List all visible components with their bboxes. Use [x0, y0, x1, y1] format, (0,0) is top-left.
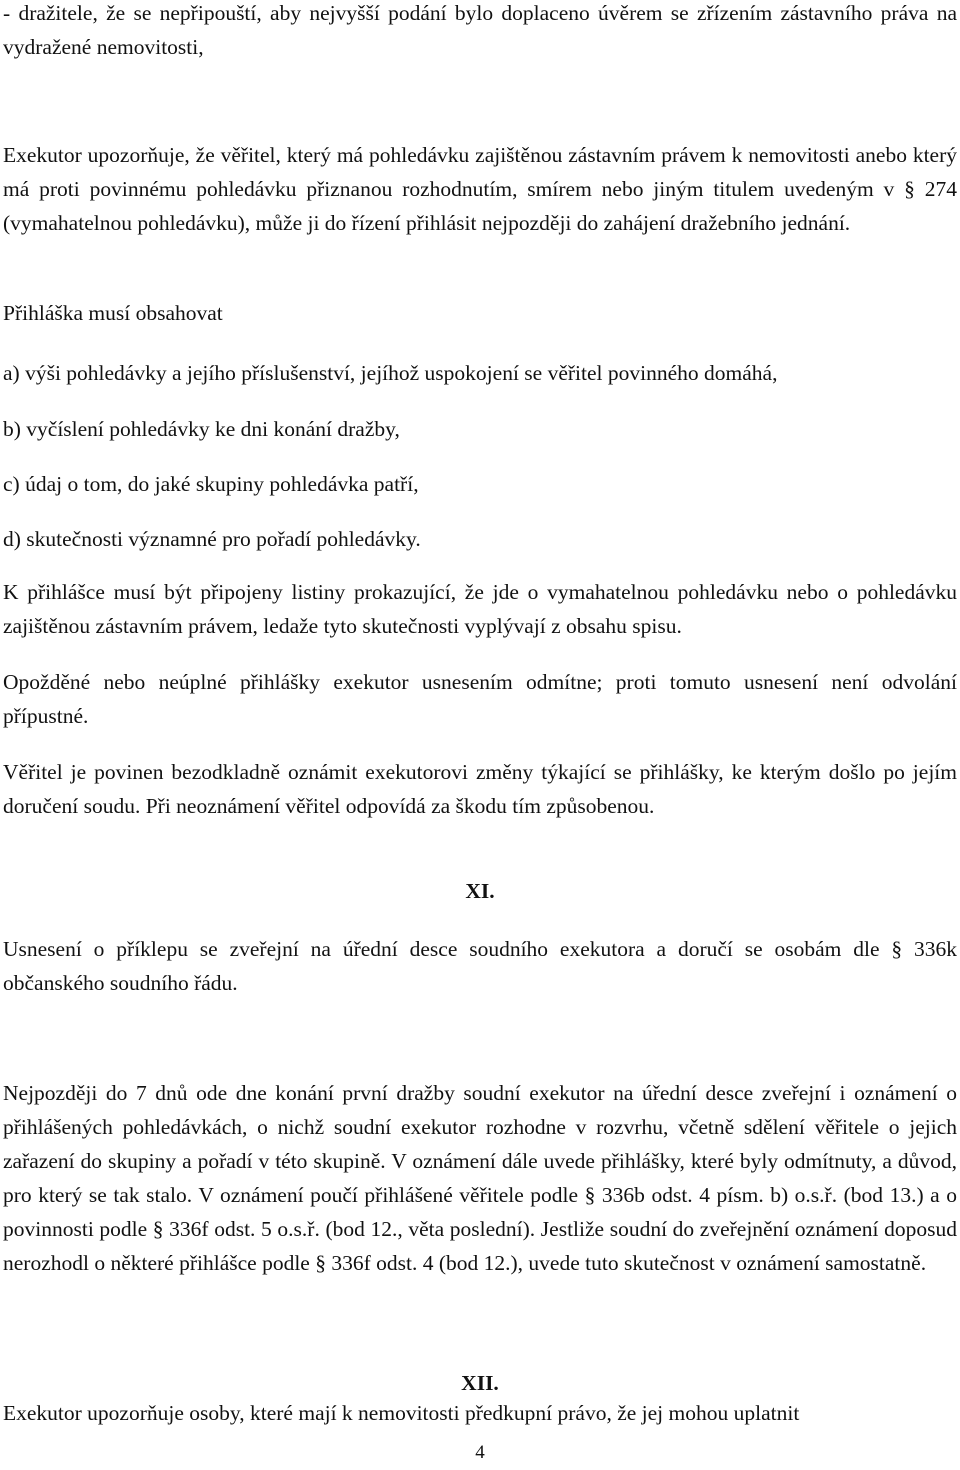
paragraph-bidder-conditions: - dražitele, že se nepřipouští, aby nejvyšší podání bylo doplaceno úvěrem se zřízením zástavního práva na vydražené nemovitosti,: [3, 1, 957, 59]
section-heading-xi: XI.: [465, 879, 495, 903]
paragraph-auction-resolution: Usnesení o příklepu se zveřejní na úřední desce soudního exekutora a doručí se osobám dle § 336k občanského soudního řádu.: [3, 937, 957, 995]
list-item-b: b) vyčíslení pohledávky ke dni konání dražby,: [3, 417, 400, 441]
paragraph-application-requirements: Přihláška musí obsahovat: [3, 301, 223, 325]
page-number: 4: [475, 1442, 485, 1463]
paragraph-creditor-notice: Exekutor upozorňuje, že věřitel, který má pohledávku zajištěnou zástavním právem k nemovitosti anebo který má proti povinnému pohledávku přiznanou rozhodnutím, smírem nebo jiným titulem uvedeným v § 274 (vymahatelnou pohledávku), může ji do řízení přihlásit nejpozději do zahájení dražebního jednání.: [3, 143, 957, 235]
list-item-d: d) skutečnosti významné pro pořadí pohledávky.: [3, 527, 421, 551]
section-heading-xii: XII.: [461, 1371, 499, 1395]
paragraph-preemption-right: Exekutor upozorňuje osoby, které mají k nemovitosti předkupní právo, že jej mohou uplatnit: [3, 1401, 800, 1425]
list-item-a: a) výši pohledávky a jejího příslušenství, jejíhož uspokojení se věřitel povinného domáhá,: [3, 361, 778, 385]
list-item-c: c) údaj o tom, do jaké skupiny pohledávka patří,: [3, 472, 419, 496]
paragraph-late-applications: Opožděné nebo neúplné přihlášky exekutor usnesením odmítne; proti tomuto usnesení není odvolání přípustné.: [3, 670, 957, 728]
paragraph-attachments: K přihlášce musí být připojeny listiny prokazující, že jde o vymahatelnou pohledávku nebo o pohledávku zajištěnou zástavním právem, ledaže tyto skutečnosti vyplývají z obsahu spisu.: [3, 580, 957, 638]
paragraph-claims-announcement: Nejpozději do 7 dnů ode dne konání první dražby soudní exekutor na úřední desce zveřejní i oznámení o přihlášených pohledávkách, o nichž soudní exekutor rozhodne v rozvrhu, včetně sdělení věřitele o jejich zařazení do skupiny a pořadí v této skupině. V oznámení dále uvede přihlášky, které byly odmítnuty, a důvod, pro který se tak stalo. V oznámení poučí přihlášené věřitele podle § 336b odst. 4 písm. b) o.s.ř. (bod 13.) a o povinnosti podle § 336f odst. 5 o.s.ř. (bod 12., věta poslední). Jestliže soudní do zveřejnění oznámení doposud nerozhodl o některé přihlášce podle § 336f odst. 4 (bod 12.), uvede tuto skutečnost v oznámení samostatně.: [3, 1081, 957, 1275]
paragraph-creditor-duty: Věřitel je povinen bezodkladně oznámit exekutorovi změny týkající se přihlášky, ke kterým došlo po jejím doručení soudu. Při neoznámení věřitel odpovídá za škodu tím způsobenou.: [3, 760, 957, 818]
